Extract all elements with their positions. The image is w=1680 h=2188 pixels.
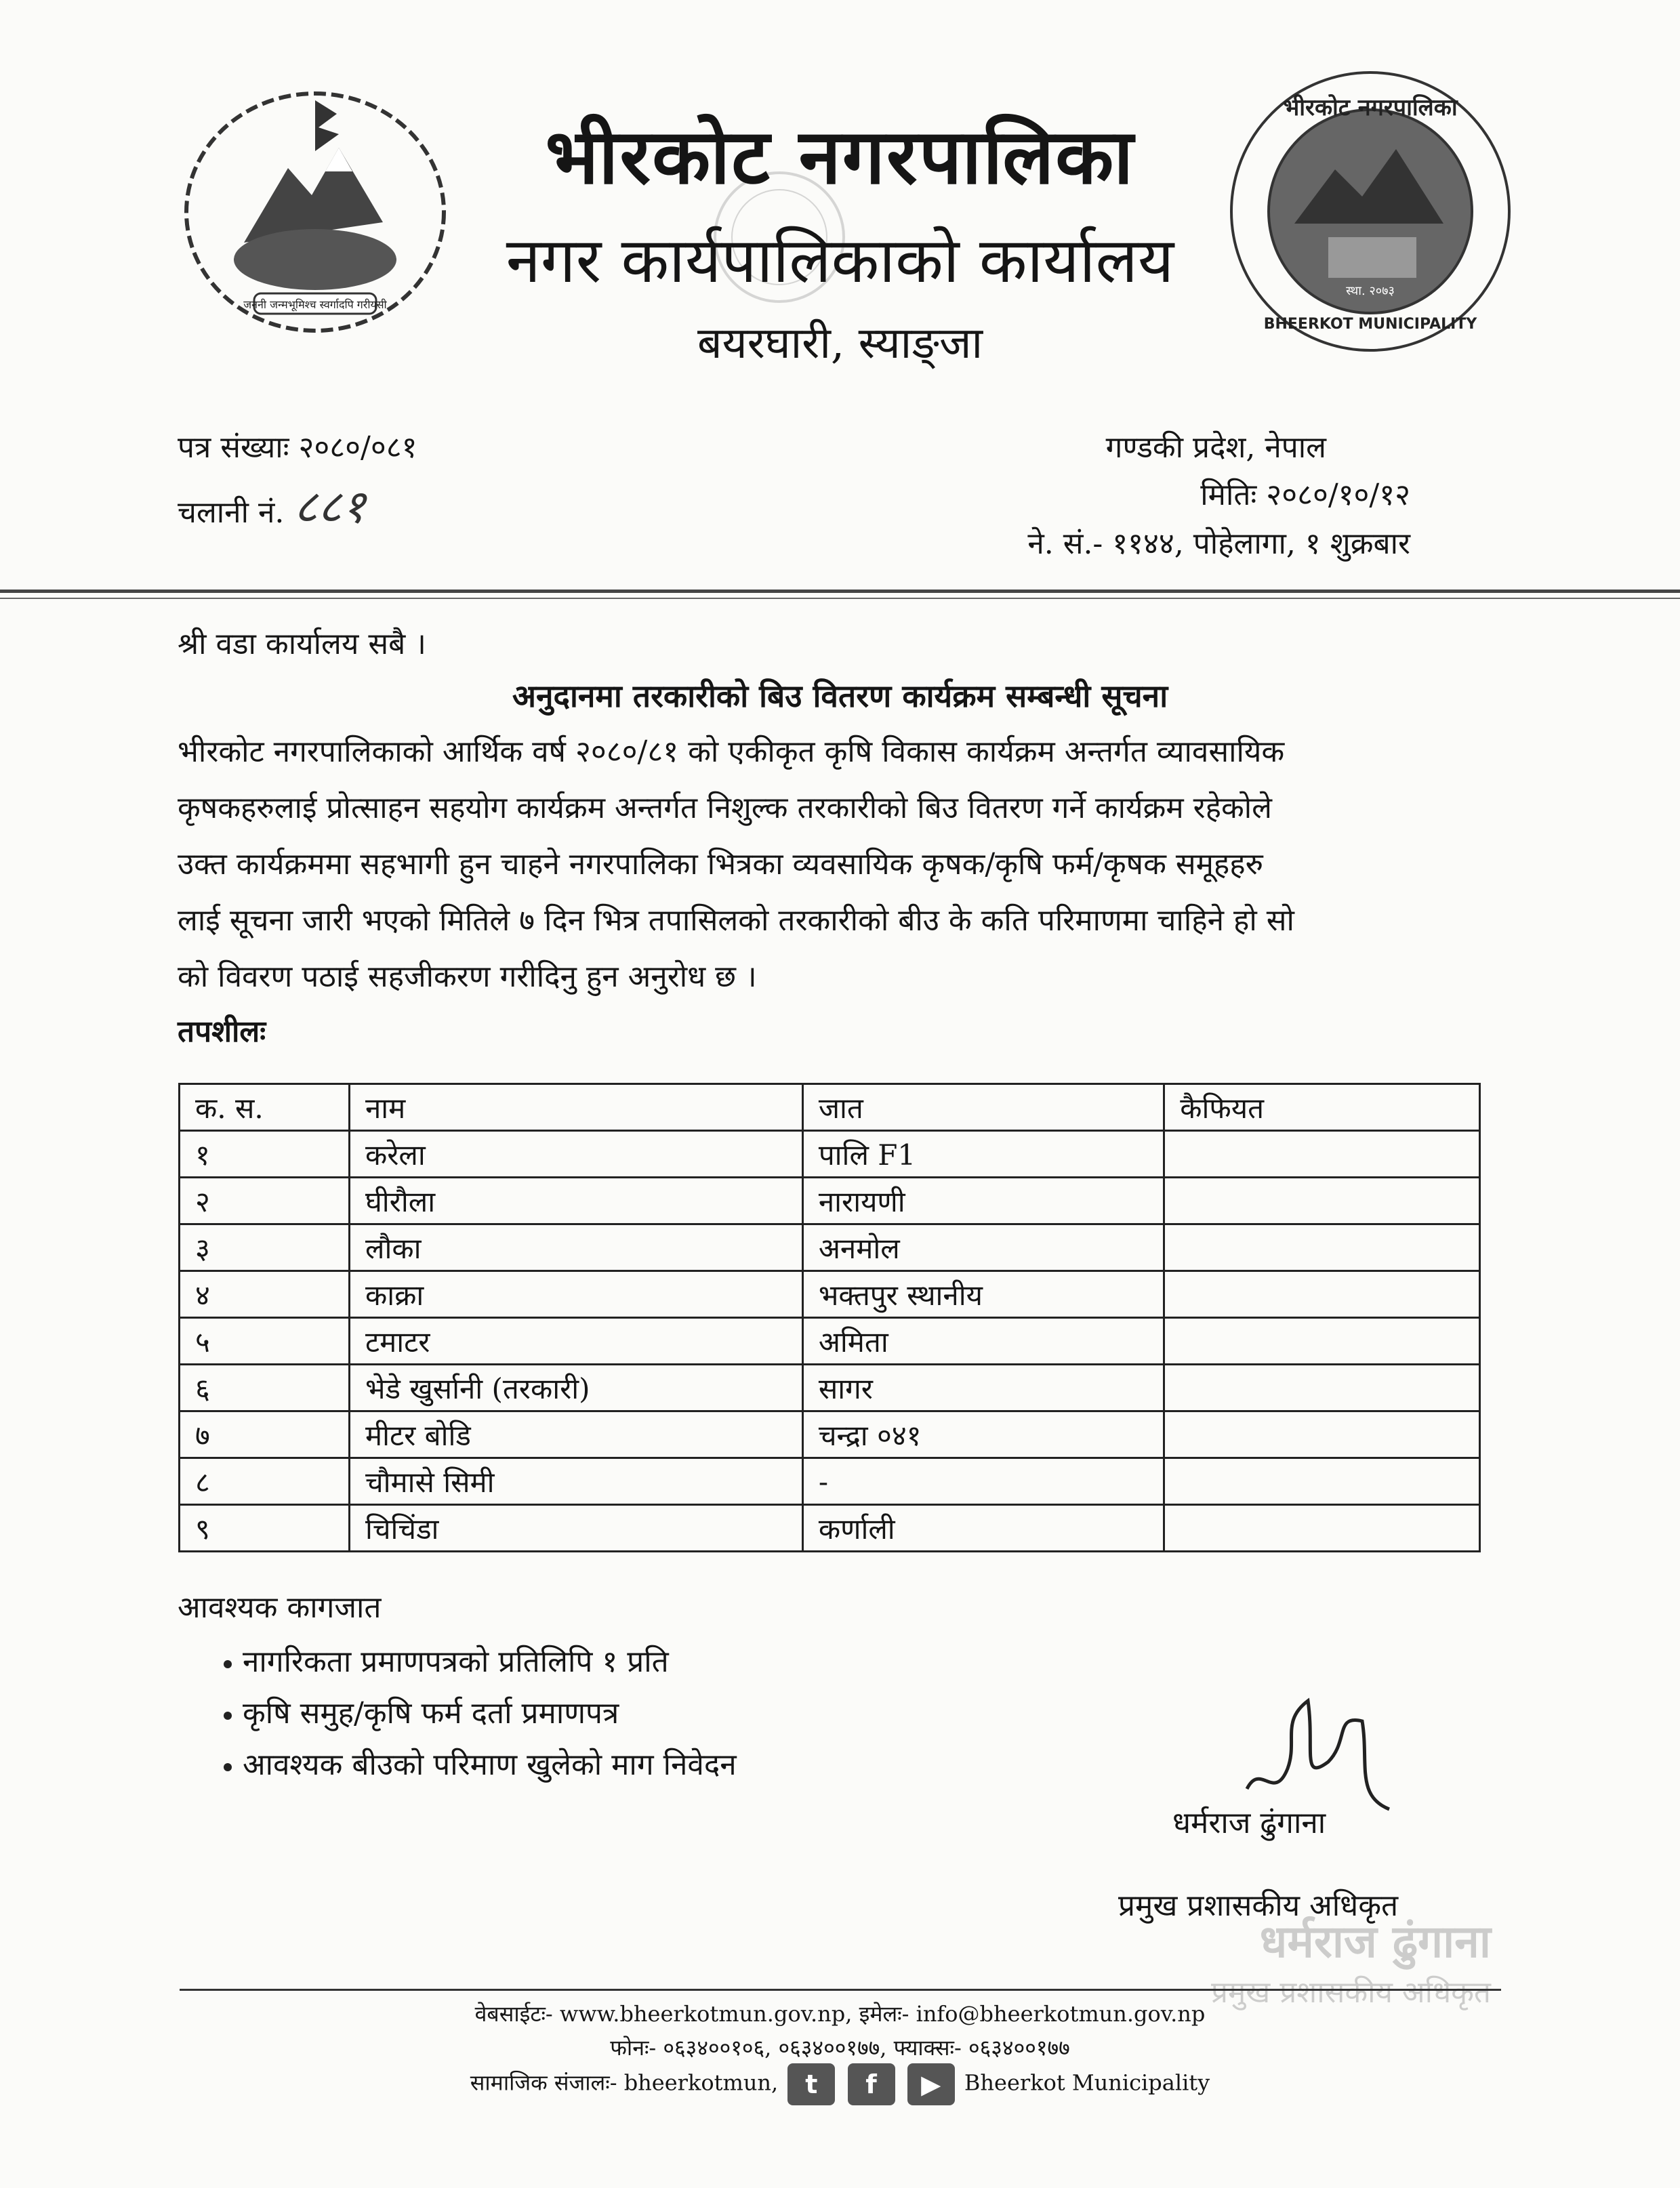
social-label: सामाजिक संजालः- bheerkotmun, bbox=[470, 2069, 779, 2096]
cell-name: भेडे खुर्सानी (तरकारी) bbox=[349, 1365, 802, 1411]
table-header-row bbox=[180, 1084, 1480, 1131]
list-item-text: नागरिकता प्रमाणपत्रको प्रतिलिपि १ प्रति bbox=[243, 1645, 669, 1679]
province: गण्डकी प्रदेश, नेपाल bbox=[1105, 430, 1326, 465]
stamp-name: धर्मराज ढुंगाना bbox=[1259, 1915, 1491, 1968]
svg-text:जननी जन्मभूमिश्च स्वर्गादपि गर: जननी जन्मभूमिश्च स्वर्गादपि गरीयसी bbox=[243, 298, 387, 311]
cell-sn: ४ bbox=[180, 1271, 350, 1318]
twitter-icon[interactable]: t bbox=[787, 2063, 835, 2105]
letter-subject: अनुदानमा तरकारीको बिउ वितरण कार्यक्रम सम्बन्धी सूचना bbox=[512, 678, 1168, 714]
header-divider-thin bbox=[0, 598, 1680, 599]
cell-sn: २ bbox=[180, 1178, 350, 1224]
cell-name: लौका bbox=[349, 1224, 802, 1271]
dispatch-label: चलानी नं. bbox=[178, 495, 285, 530]
list-item bbox=[224, 1636, 737, 1688]
cell-sn: ९ bbox=[180, 1505, 350, 1552]
table-row bbox=[180, 1365, 1480, 1411]
bullet-icon bbox=[224, 1712, 232, 1720]
dispatch-number-row bbox=[178, 473, 365, 536]
details-label: तपशीलः bbox=[178, 1014, 266, 1049]
cell-sn: ५ bbox=[180, 1318, 350, 1365]
cell-variety: अमिता bbox=[802, 1318, 1164, 1365]
cell-variety: पालि F1 bbox=[802, 1131, 1164, 1178]
footer-contact: वेबसाईटः- www.bheerkotmun.gov.np, इमेलः- info@bheerkotmun.gov.np bbox=[474, 2001, 1206, 2027]
table-row bbox=[180, 1178, 1480, 1224]
letter-body bbox=[178, 724, 1486, 1005]
addressee: श्री वडा कार्यालय सबै । bbox=[178, 627, 426, 661]
cell-variety: भक्तपुर स्थानीय bbox=[802, 1271, 1164, 1318]
cell-sn: १ bbox=[180, 1131, 350, 1178]
cell-remarks bbox=[1164, 1318, 1480, 1365]
facebook-icon[interactable]: f bbox=[848, 2063, 895, 2105]
nepal-sambat-date: ने. सं.- ११४४, पोहेलागा, १ शुक्रबार bbox=[1027, 527, 1410, 561]
body-line: को विवरण पठाई सहजीकरण गरीदिनु हुन अनुरोध छ । bbox=[178, 959, 757, 994]
cell-sn: ६ bbox=[180, 1365, 350, 1411]
cell-name: चौमासे सिमी bbox=[349, 1458, 802, 1505]
cell-variety: नारायणी bbox=[802, 1178, 1164, 1224]
table-row bbox=[180, 1131, 1480, 1178]
list-item-text: कृषि समुह/कृषि फर्म दर्ता प्रमाणपत्र bbox=[243, 1696, 619, 1731]
col-header-remarks: कैफियत bbox=[1164, 1084, 1480, 1131]
name-stamp bbox=[1152, 1910, 1491, 2011]
footer-phone: फोनः- ०६३४००१०६, ०६३४००१७७, फ्याक्सः- ०६३४००१७७ bbox=[610, 2035, 1070, 2061]
documents-list bbox=[224, 1636, 737, 1791]
list-item bbox=[224, 1739, 737, 1791]
svg-text:भीरकोट नगरपालिका: भीरकोट नगरपालिका bbox=[1283, 94, 1458, 121]
body-line: उक्त कार्यक्रममा सहभागी हुन चाहने नगरपालिका भित्रका व्यवसायिक कृषक/कृषि फर्म/कृषक समूहहरु bbox=[178, 847, 1263, 882]
table-row bbox=[180, 1224, 1480, 1271]
cell-name: काक्रा bbox=[349, 1271, 802, 1318]
letter-date: मितिः २०८०/१०/१२ bbox=[1200, 478, 1410, 512]
col-header-sn: क. स. bbox=[180, 1084, 350, 1131]
documents-heading: आवश्यक कागजात bbox=[178, 1590, 382, 1625]
table-row bbox=[180, 1458, 1480, 1505]
footer-divider bbox=[180, 1989, 1501, 1991]
signature-scribble bbox=[1233, 1680, 1403, 1816]
cell-variety: - bbox=[802, 1458, 1164, 1505]
body-line: भीरकोट नगरपालिकाको आर्थिक वर्ष २०८०/८१ को एकीकृत कृषि विकास कार्यक्रम अन्तर्गत व्यावसायिक bbox=[178, 735, 1285, 769]
cell-name: करेला bbox=[349, 1131, 802, 1178]
cell-variety: सागर bbox=[802, 1365, 1164, 1411]
cell-name: चिचिंडा bbox=[349, 1505, 802, 1552]
footer-social bbox=[0, 2063, 1680, 2105]
svg-text:BHEERKOT MUNICIPALITY: BHEERKOT MUNICIPALITY bbox=[1263, 316, 1477, 333]
cell-sn: ८ bbox=[180, 1458, 350, 1505]
svg-text:स्था. २०७३: स्था. २०७३ bbox=[1346, 284, 1395, 298]
cell-remarks bbox=[1164, 1365, 1480, 1411]
cell-remarks bbox=[1164, 1178, 1480, 1224]
body-line: कृषकहरुलाई प्रोत्साहन सहयोग कार्यक्रम अन्तर्गत निशुल्क तरकारीको बिउ वितरण गर्ने कार्यक्रम रहेकोले bbox=[178, 791, 1272, 825]
cell-remarks bbox=[1164, 1505, 1480, 1552]
office-address: बयरघारी, स्याङ्जा bbox=[697, 318, 983, 369]
table-row bbox=[180, 1505, 1480, 1552]
body-line: लाई सूचना जारी भएको मितिले ७ दिन भित्र तपासिलको तरकारीको बीउ के कति परिमाणमा चाहिने हो सो bbox=[178, 903, 1294, 938]
cell-variety: अनमोल bbox=[802, 1224, 1164, 1271]
cell-remarks bbox=[1164, 1458, 1480, 1505]
col-header-variety: जात bbox=[802, 1084, 1164, 1131]
bullet-icon bbox=[224, 1763, 232, 1771]
office-name: नगर कार्यपालिकाको कार्यालय bbox=[506, 224, 1174, 297]
cell-sn: ३ bbox=[180, 1224, 350, 1271]
signatory-designation: प्रमुख प्रशासकीय अधिकृत bbox=[1118, 1888, 1399, 1923]
cell-remarks bbox=[1164, 1271, 1480, 1318]
seed-table bbox=[178, 1083, 1481, 1552]
stamp-designation: प्रमुख प्रशासकीय अधिकृत bbox=[1210, 1975, 1491, 2010]
social-name: Bheerkot Municipality bbox=[964, 2069, 1210, 2096]
col-header-name: नाम bbox=[349, 1084, 802, 1131]
cell-sn: ७ bbox=[180, 1411, 350, 1458]
signatory-name: धर्मराज ढुंगाना bbox=[1172, 1806, 1326, 1840]
cell-name: टमाटर bbox=[349, 1318, 802, 1365]
bullet-icon bbox=[224, 1660, 232, 1668]
cell-variety: चन्द्रा ०४१ bbox=[802, 1411, 1164, 1458]
cell-remarks bbox=[1164, 1131, 1480, 1178]
table-row bbox=[180, 1318, 1480, 1365]
header-divider bbox=[0, 590, 1680, 593]
list-item-text: आवश्यक बीउको परिमाण खुलेको माग निवेदन bbox=[243, 1748, 737, 1782]
table-row bbox=[180, 1271, 1480, 1318]
dispatch-number: ८८१ bbox=[293, 480, 366, 534]
list-item bbox=[224, 1688, 737, 1739]
letter-number: पत्र संख्याः २०८०/०८१ bbox=[178, 430, 417, 465]
youtube-icon[interactable]: ▶ bbox=[907, 2063, 955, 2105]
table-row bbox=[180, 1411, 1480, 1458]
cell-name: घीरौला bbox=[349, 1178, 802, 1224]
cell-name: मीटर बोडि bbox=[349, 1411, 802, 1458]
cell-variety: कर्णाली bbox=[802, 1505, 1164, 1552]
org-name: भीरकोट नगरपालिका bbox=[545, 112, 1135, 201]
cell-remarks bbox=[1164, 1411, 1480, 1458]
cell-remarks bbox=[1164, 1224, 1480, 1271]
